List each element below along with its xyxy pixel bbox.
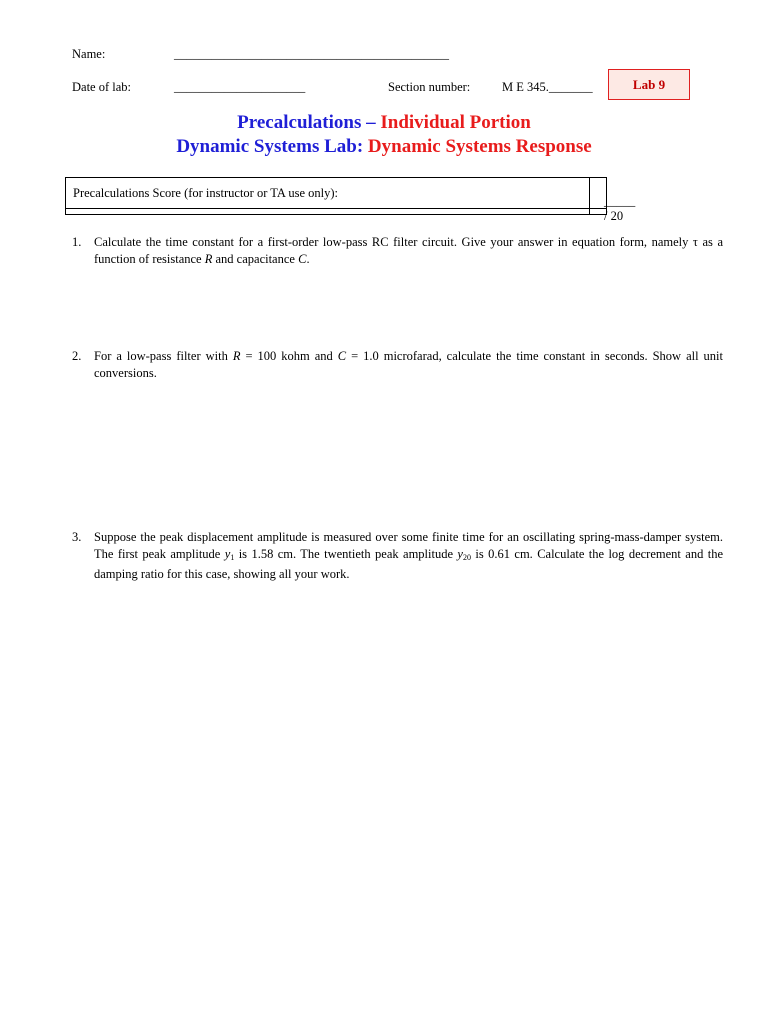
score-rule — [66, 208, 606, 209]
question-number: 3. — [72, 530, 82, 544]
title-dynamic-systems-lab: Dynamic Systems Lab: — [176, 136, 364, 157]
question-text: For a low-pass filter with R = 100 kohm and C = 1.0 microfarad, calculate the time constant in seconds. Show all unit conversions. — [94, 349, 723, 380]
question-1 — [72, 234, 723, 268]
question-text: Calculate the time constant for a first-order low-pass RC filter circuit. Give your answer in equation form, namely τ as a function of resistance R and capacitance C. — [94, 235, 723, 266]
name-label: Name: — [72, 47, 106, 61]
title-line-2 — [0, 136, 768, 158]
title-dynamic-systems-response: Dynamic Systems Response — [367, 136, 592, 157]
section-field[interactable]: M E 345._______ — [502, 80, 593, 94]
title-line-1 — [0, 112, 768, 134]
date-label: Date of lab: — [72, 80, 132, 94]
tau-symbol: τ — [692, 235, 698, 249]
question-number: 1. — [72, 235, 82, 249]
question-text: Suppose the peak displacement amplitude is measured over some finite time for an oscillating spring-mass-damper system. The first peak amplitude $y_1$ is 1.58 cm. The twentieth peak amplitude $y_{20}$ is 0.61 cm. Calculate the log decrement and the damping ratio for this case, showing all your work. — [94, 530, 723, 581]
score-value[interactable]: _____ / 20 — [604, 194, 636, 223]
question-2 — [72, 348, 723, 382]
question-3 — [72, 529, 723, 583]
score-table — [65, 177, 636, 223]
section-label: Section number: — [388, 80, 471, 94]
question-number: 2. — [72, 349, 82, 363]
name-field[interactable]: ____________________________________________ — [174, 47, 449, 61]
lab-number-badge: Lab 9 — [608, 69, 690, 100]
title-precalculations: Precalculations – — [237, 112, 376, 133]
score-label: Precalculations Score (for instructor or TA use only): — [73, 186, 339, 200]
date-field[interactable]: _____________________ — [174, 80, 306, 94]
title-individual-portion: Individual Portion — [380, 112, 531, 133]
